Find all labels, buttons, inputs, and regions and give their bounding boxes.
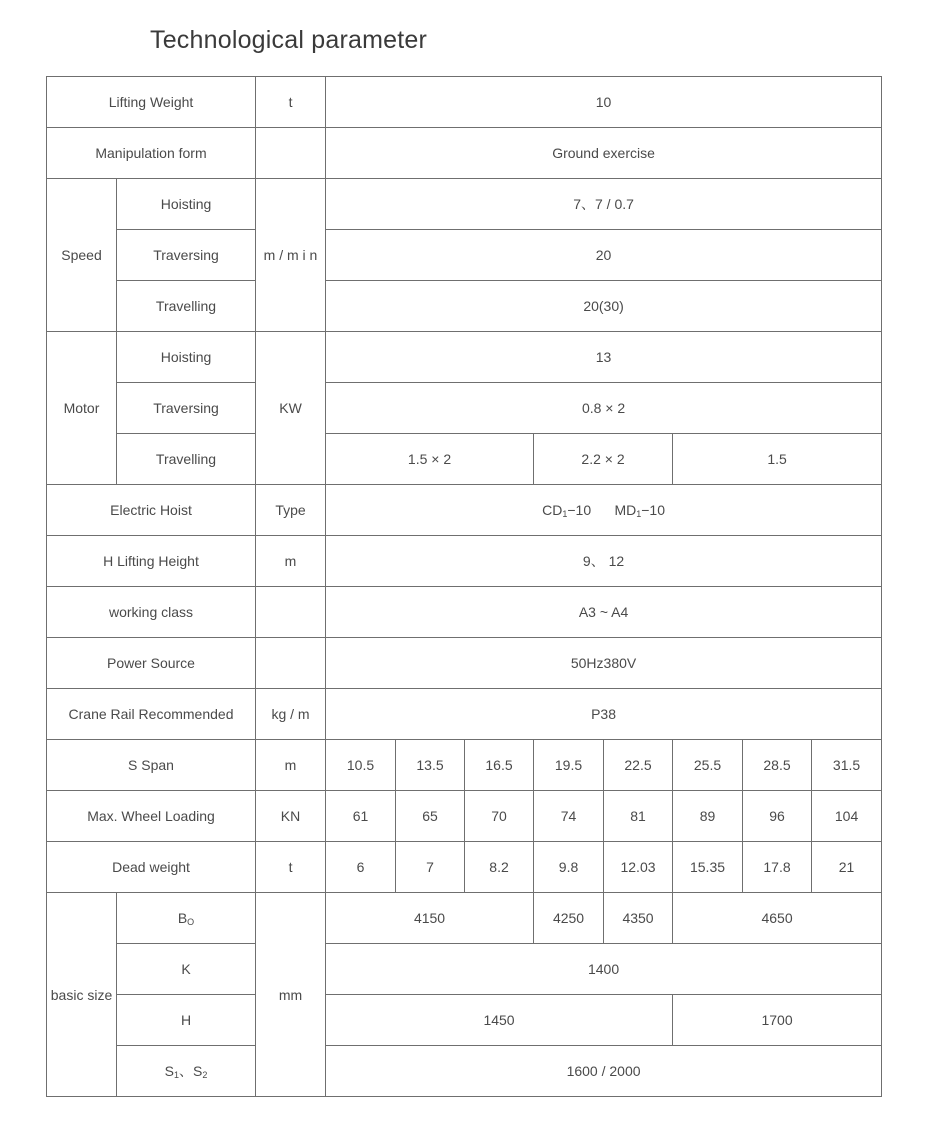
row-power-source — [47, 638, 882, 689]
row-motor-traversing — [47, 383, 882, 434]
value-speed-travelling: 20(30) — [326, 281, 882, 332]
row-span — [47, 740, 882, 791]
label-wheel-loading: Max. Wheel Loading — [47, 791, 256, 842]
value-motor-hoisting: 13 — [326, 332, 882, 383]
value-b0: 4150 — [326, 893, 534, 944]
row-speed-hoisting — [47, 179, 882, 230]
row-electric-hoist — [47, 485, 882, 536]
row-wheel-loading — [47, 791, 882, 842]
label-working-class: working class — [47, 587, 256, 638]
label-s1-s2: $S_1$、$S_2$ — [117, 1046, 256, 1097]
unit-electric-hoist: Type — [256, 485, 326, 536]
label-speed-travelling: Travelling — [117, 281, 256, 332]
unit-power-source — [256, 638, 326, 689]
unit-basic-size: mm — [256, 893, 326, 1097]
value-span: 10.5 — [326, 740, 396, 791]
value-power-source: 50Hz380V — [326, 638, 882, 689]
row-speed-traversing — [47, 230, 882, 281]
page-title: Technological parameter — [150, 26, 427, 54]
value-wheel-loading: 96 — [743, 791, 812, 842]
unit-crane-rail: kg / m — [256, 689, 326, 740]
value-b0: 4650 — [673, 893, 882, 944]
unit-span: m — [256, 740, 326, 791]
value-working-class: A3 ~ A4 — [326, 587, 882, 638]
value-span: 19.5 — [534, 740, 604, 791]
label-speed-traversing: Traversing — [117, 230, 256, 281]
value-speed-traversing: 20 — [326, 230, 882, 281]
unit-wheel-loading: KN — [256, 791, 326, 842]
value-span: 28.5 — [743, 740, 812, 791]
value-wheel-loading: 81 — [604, 791, 673, 842]
hoist-model-md: $MD_1-10$ — [614, 501, 665, 519]
row-lifting-height — [47, 536, 882, 587]
row-speed-travelling — [47, 281, 882, 332]
row-basic-size-b0 — [47, 893, 882, 944]
label-basic-size: basic size — [47, 893, 117, 1097]
value-dead-weight: 21 — [812, 842, 882, 893]
label-span: S Span — [47, 740, 256, 791]
value-b0: 4250 — [534, 893, 604, 944]
unit-lifting-height: m — [256, 536, 326, 587]
hoist-model-cd: $CD_1-10$ — [542, 501, 592, 519]
value-wheel-loading: 104 — [812, 791, 882, 842]
row-working-class — [47, 587, 882, 638]
label-lifting-weight: Lifting Weight — [47, 77, 256, 128]
label-manipulation-form: Manipulation form — [47, 128, 256, 179]
value-h: 1450 — [326, 995, 673, 1046]
label-motor-hoisting: Hoisting — [117, 332, 256, 383]
label-b0: $B_O$ — [117, 893, 256, 944]
value-motor-travelling-1: 1.5 × 2 — [326, 434, 534, 485]
value-lifting-weight: 10 — [326, 77, 882, 128]
value-span: 16.5 — [465, 740, 534, 791]
value-motor-travelling-3: 1.5 — [673, 434, 882, 485]
row-manipulation-form — [47, 128, 882, 179]
value-lifting-height: 9、 12 — [326, 536, 882, 587]
value-span: 31.5 — [812, 740, 882, 791]
row-lifting-weight — [47, 77, 882, 128]
value-motor-traversing: 0.8 × 2 — [326, 383, 882, 434]
value-b0: 4350 — [604, 893, 673, 944]
label-dead-weight: Dead weight — [47, 842, 256, 893]
unit-manipulation-form — [256, 128, 326, 179]
value-dead-weight: 17.8 — [743, 842, 812, 893]
value-dead-weight: 6 — [326, 842, 396, 893]
value-crane-rail: P38 — [326, 689, 882, 740]
value-span: 22.5 — [604, 740, 673, 791]
value-dead-weight: 15.35 — [673, 842, 743, 893]
row-motor-travelling — [47, 434, 882, 485]
unit-motor: KW — [256, 332, 326, 485]
label-motor-travelling: Travelling — [117, 434, 256, 485]
value-dead-weight: 7 — [396, 842, 465, 893]
unit-dead-weight: t — [256, 842, 326, 893]
value-span: 25.5 — [673, 740, 743, 791]
value-dead-weight: 12.03 — [604, 842, 673, 893]
label-k: K — [117, 944, 256, 995]
value-dead-weight: 9.8 — [534, 842, 604, 893]
row-motor-hoisting — [47, 332, 882, 383]
value-electric-hoist — [326, 485, 882, 536]
value-dead-weight: 8.2 — [465, 842, 534, 893]
unit-speed: m / m i n — [256, 179, 326, 332]
value-wheel-loading: 89 — [673, 791, 743, 842]
label-motor-traversing: Traversing — [117, 383, 256, 434]
row-basic-size-h — [47, 995, 882, 1046]
label-speed-hoisting: Hoisting — [117, 179, 256, 230]
row-dead-weight — [47, 842, 882, 893]
label-crane-rail: Crane Rail Recommended — [47, 689, 256, 740]
value-wheel-loading: 61 — [326, 791, 396, 842]
value-speed-hoisting: 7、7 / 0.7 — [326, 179, 882, 230]
row-basic-size-k — [47, 944, 882, 995]
row-crane-rail — [47, 689, 882, 740]
unit-working-class — [256, 587, 326, 638]
label-electric-hoist: Electric Hoist — [47, 485, 256, 536]
label-motor: Motor — [47, 332, 117, 485]
value-wheel-loading: 70 — [465, 791, 534, 842]
parameter-table — [46, 76, 882, 1097]
row-basic-size-s — [47, 1046, 882, 1097]
value-span: 13.5 — [396, 740, 465, 791]
value-h: 1700 — [673, 995, 882, 1046]
label-lifting-height: H Lifting Height — [47, 536, 256, 587]
value-k: 1400 — [326, 944, 882, 995]
value-motor-travelling-2: 2.2 × 2 — [534, 434, 673, 485]
label-power-source: Power Source — [47, 638, 256, 689]
value-manipulation-form: Ground exercise — [326, 128, 882, 179]
value-wheel-loading: 65 — [396, 791, 465, 842]
label-h: H — [117, 995, 256, 1046]
label-speed: Speed — [47, 179, 117, 332]
value-wheel-loading: 74 — [534, 791, 604, 842]
unit-lifting-weight: t — [256, 77, 326, 128]
value-s1-s2: 1600 / 2000 — [326, 1046, 882, 1097]
